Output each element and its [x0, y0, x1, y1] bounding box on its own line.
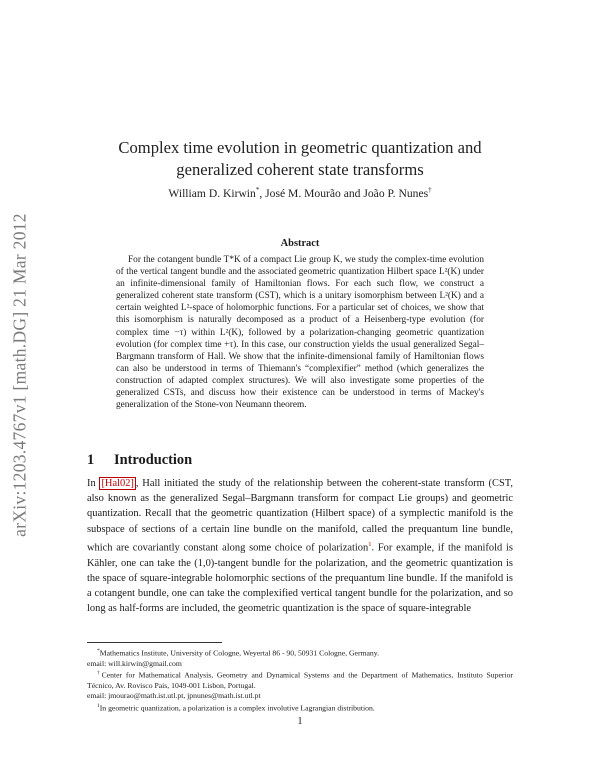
- author-separator-1: ,: [259, 186, 266, 200]
- arxiv-sidebar-stamp: [0, 170, 40, 580]
- footnote-2-line-1: [87, 668, 513, 691]
- citation-link-hal02[interactable]: [Hal02]: [101, 478, 134, 489]
- abstract-text: For the cotangent bundle T*K of a compact Lie group K, we study the complex-time evolution of the vertical tangent bundle and the associated geometric quantization Hilbert space L²(K) under an infinite-dimensional family of Hamiltonian flows. For each such flow, we construct a generalized coherent state transform (CST), which is a unitary isomorphism between L²(K) and a certain weighted L²-space of holomorphic functions. For a particular set of choices, we show that this isomorphism is naturally decomposed as a product of a Heisenberg-type evolution (for complex time −τ) within L²(K), followed by a polarization-changing geometric quantization evolution (for complex time +τ). In this case, our construction yields the usual generalized Segal–Bargmann transform of Hall. We show that the infinite-dimensional family of Hamiltonian flows can also be understood in terms of Thiemann's “complexifier” method (which generalizes the construction of adapted complex structures). We will also investigate some properties of the generalized CSTs, and discuss how their existence can be understood in terms of Mackey's generalization of the Stone-von Neumann theorem.: [116, 255, 484, 411]
- footnote-rule: [87, 642, 222, 643]
- author-mourao: José M. Mourão: [265, 186, 341, 200]
- footnote-1: [87, 646, 513, 669]
- footnote-3-line: [87, 701, 513, 714]
- footnote-1-affiliation: Mathematics Institute, University of Cologne, Weyertal 86 - 90, 50931 Cologne, Germany.: [99, 648, 380, 658]
- abstract-heading: Abstract: [280, 238, 320, 249]
- intro-text-start: In: [87, 478, 100, 489]
- intro-text-middle: , Hall initiated the study of the relationship between the coherent-state transform (CST, also known as the generalized Segal–Bargmann transform for compact Lie groups) and geometric quantization. Recall that the geometric quantization (Hilbert space) of a symplectic manifold is the subspace of sections of a certain line bundle on the manifold, called the prequantum line bundle, which are covariantly constant along some choice of polarization: [87, 478, 513, 554]
- footnote-2-affiliation: Center for Mathematical Analysis, Geometry and Dynamical Systems and the Department of Mathematics, Instituto Superior Técnico, Av. Rovisco Pais, 1049-001 Lisbon, Portugal.: [87, 670, 513, 690]
- introduction-body: [87, 476, 513, 616]
- footnote-1-mark: *: [97, 648, 100, 654]
- author-list: [90, 186, 510, 200]
- title-line-1: Complex time evolution in geometric quantization and: [118, 138, 482, 157]
- section-number: 1: [87, 452, 95, 468]
- section-heading: [87, 452, 192, 469]
- arxiv-id: arXiv:1203.4767v1 [math.DG] 21 Mar 2012: [9, 213, 30, 537]
- title-line-2: generalized coherent state transforms: [176, 160, 424, 179]
- paper-title: [90, 137, 510, 181]
- footnote-link-1[interactable]: 1: [368, 540, 372, 548]
- footnote-1-line-1: [87, 646, 513, 659]
- footnote-3-mark: 1: [97, 703, 100, 709]
- footnote-2-email: email: jmourao@math.ist.utl.pt, jpnunes@math.ist.utl.pt: [87, 690, 261, 700]
- author-separator-2: and: [340, 186, 364, 200]
- intro-text-end: . For example, if the manifold is Kähler, one can take the (1,0)-tangent bundle for the polarization, and the geometric quantization is the space of square-integrable holomorphic sections of the prequantum line bundle. If the manifold is a cotangent bundle, one can take the complexified vertical tangent bundle for the polarization, and so long as half-forms are included, the geometric quantization is the space of square-integrable: [87, 542, 513, 615]
- footnote-1-email: email: will.kirwin@gmail.com: [87, 658, 182, 668]
- page-number: 1: [297, 716, 303, 727]
- section-title: Introduction: [114, 452, 193, 468]
- author-mark-2: †: [428, 186, 432, 194]
- author-kirwin: William D. Kirwin: [168, 186, 256, 200]
- footnote-2: [87, 668, 513, 701]
- footnote-2-mark: †: [97, 670, 102, 676]
- intro-paragraph: [87, 476, 513, 616]
- author-mark-1: *: [255, 186, 260, 194]
- footnote-3-text: In geometric quantization, a polarization is a complex involutive Lagrangian distribution.: [99, 703, 375, 713]
- abstract-body: [116, 254, 484, 411]
- author-nunes: João P. Nunes: [363, 186, 429, 200]
- footnote-3: [87, 701, 513, 714]
